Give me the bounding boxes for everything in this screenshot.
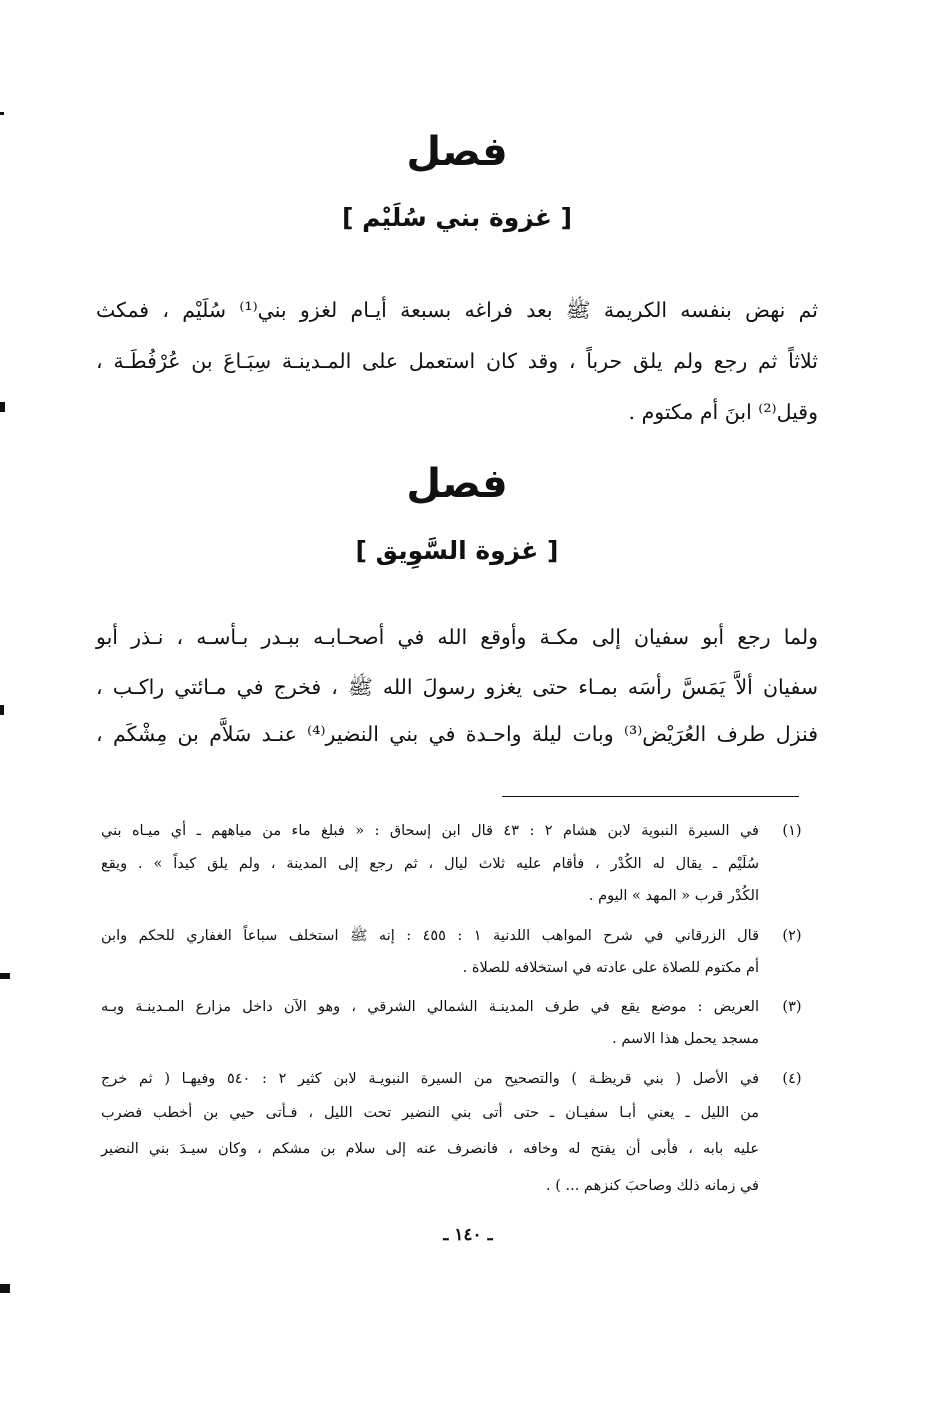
footnote-line: في زمانه ذلك وصاحبَ كنزهم ... ) . — [546, 1178, 759, 1194]
scan-mark — [0, 402, 5, 412]
footnote-separator — [502, 796, 799, 797]
scan-mark — [0, 705, 4, 715]
section-subheading: [ غزوة السَّوِيق ] — [355, 536, 559, 565]
paragraph-line: وقيل⁽²⁾ ابنَ أم مكتوم . — [628, 400, 818, 424]
paragraph-line: ولما رجع أبو سفيان إلى مكـة وأوقع الله في أصحـابـه ببـدر بـأسـه ، نـذر أبو — [96, 625, 818, 649]
section-heading: فصل — [406, 129, 508, 175]
footnote-number: (٤) — [782, 1071, 802, 1087]
scan-mark — [0, 1284, 10, 1293]
footnote-number: (٣) — [782, 999, 802, 1015]
footnote-line: الكُدْر قرب « المهد » اليوم . — [588, 888, 759, 904]
footnote-line: أم مكتوم للصلاة على عادته في استخلافه للصلاة . — [462, 960, 759, 976]
footnote-line: العريض : موضع يقع في طرف المدينـة الشمالي الشرقي ، وهو الآن داخل مزارع المـدينـة وبـه — [101, 999, 759, 1015]
footnote-line: قال الزرقاني في شرح المواهب اللدنية ١ : ٤٥٥ : إنه ﷺ استخلف سباعاً الغفاري للحكم وابن — [101, 928, 759, 944]
footnote-number: (٢) — [782, 928, 802, 944]
scan-mark — [0, 112, 4, 115]
section-heading: فصل — [406, 461, 508, 507]
paragraph-line: ثم نهض بنفسه الكريمة ﷺ بعد فراغه بسبعة أيـام لغزو بني⁽¹⁾ سُلَيْم ، فمكث — [96, 298, 818, 322]
paragraph-line: فنزل طرف العُرَيْض⁽³⁾ وبات ليلة واحـدة في بني النضير⁽⁴⁾ عنـد سَلاَّم بن مِشْكَم ، — [96, 722, 818, 746]
section-subheading: [ غزوة بني سُلَيْم ] — [341, 203, 573, 232]
footnote-line: في السيرة النبوية لابن هشام ٢ : ٤٣ قال ابن إسحاق : « فبلغ ماء من مياههم ـ أي ميـاه بني — [101, 823, 759, 839]
footnote-line: من الليل ـ يعني أبـا سفيـان ـ حتى أتى بني النضير تحت الليل ، فـأتى حيي بن أخطب فضرب — [101, 1105, 759, 1121]
paragraph-line: سفيان ألاَّ يَمَسَّ رأسَه بمـاء حتى يغزو رسولَ الله ﷺ ، فخرج في مـائتي راكـب ، — [96, 675, 818, 699]
footnote-line: سُلَيْم ـ يقال له الكُدْر ، فأقام عليه ثلاث ليال ، ثم رجع إلى المدينة ، ولم يلق كيداً » . ويقع — [101, 856, 759, 872]
paragraph-line: ثلاثاً ثم رجع ولم يلق حرباً ، وقد كان استعمل على المـدينـة سِبَـاعَ بن عُرْفُطَـة ، — [96, 349, 818, 373]
page-number: ـ ١٤٠ ـ — [443, 1225, 493, 1245]
footnote-line: في الأصل ( بني قريظـة ) والتصحيح من السيرة النبويـة لابن كثير ٢ : ٥٤٠ وفيهـا ( ثم خرج — [101, 1071, 760, 1087]
scan-mark — [0, 973, 10, 979]
footnote-number: (١) — [782, 823, 802, 839]
footnote-line: عليه بابه ، فأبى أن يفتح له وخافه ، فانصرف عنه إلى سلام بن مشكم ، وكان سيـدَ بني النضير — [101, 1141, 759, 1157]
footnote-line: مسجد يحمل هذا الاسم . — [612, 1031, 759, 1047]
